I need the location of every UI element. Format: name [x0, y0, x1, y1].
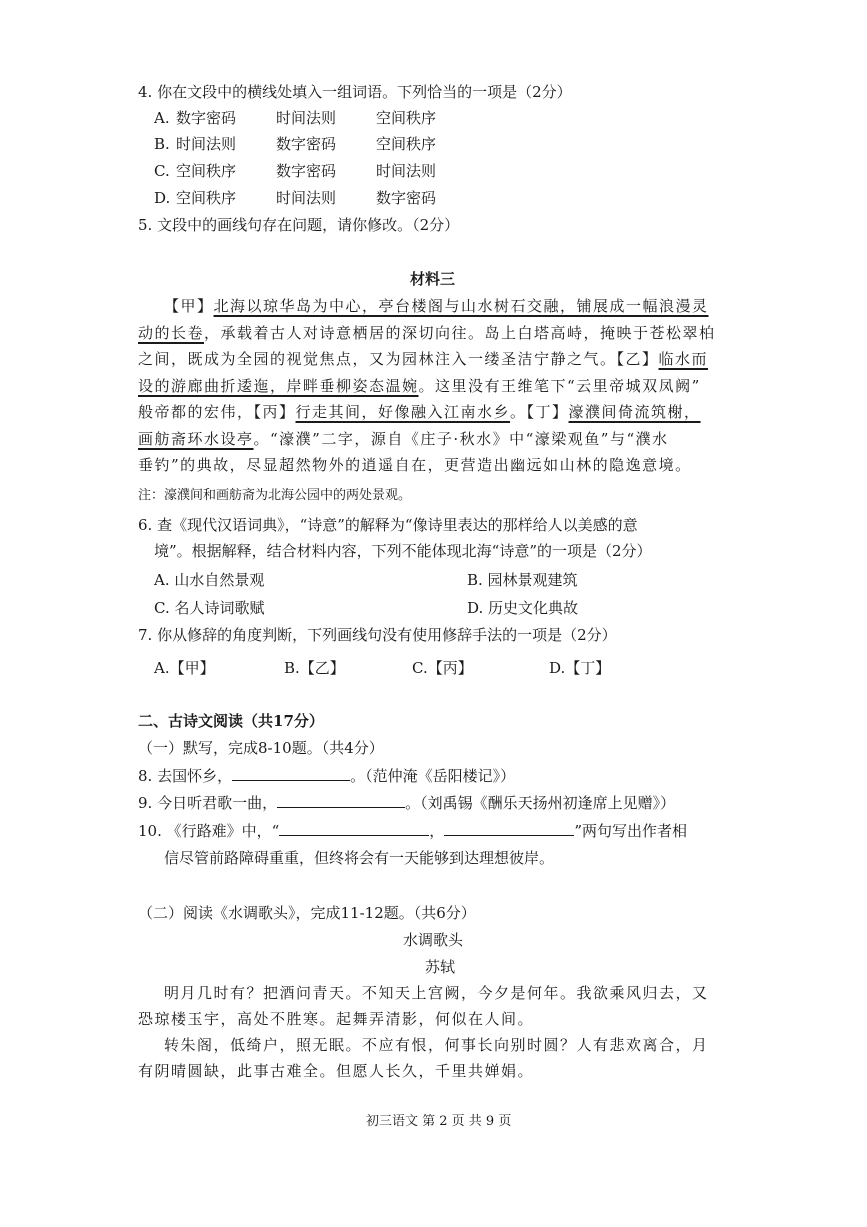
poem-stanza2-line2: 有阴晴圆缺，此事古难全。但愿人长久，千里共婵娟。	[138, 1062, 535, 1080]
q6-stem-line-2: 境”。根据解释，结合材料内容，下列不能体现北海“诗意”的一项是（2分）	[154, 542, 652, 560]
q7-option-a: A.【甲】	[154, 659, 215, 677]
passage-text: 。这里没有王维笔下“云里帝城双凤阙”	[418, 377, 701, 395]
q4-option-a	[154, 107, 474, 129]
passage-text: 之间，既成为全园的视觉焦点，又为园林注入一缕圣洁宁静之气。【乙】	[138, 350, 659, 368]
passage-text: 垂钓”的典故，尽显超然物外的逍遥自在，更营造出幽远如山林的隐逸意境。	[138, 456, 692, 474]
poem-stanza1-line1: 明月几时有？把酒问青天。不知天上宫阙，今夕是何年。我欲乘风归去，又	[164, 984, 709, 1002]
q9-answer-blank[interactable]	[277, 791, 405, 808]
poem-stanza1-line2: 恐琼楼玉宇，高处不胜寒。起舞弄清影，何似在人间。	[138, 1010, 535, 1028]
q7-stem: 7. 你从修辞的角度判断，下列画线句没有使用修辞手法的一项是（2分）	[138, 626, 617, 644]
underlined-sentence-ding: 画舫斋环水设亭	[138, 430, 254, 448]
material3-line-3	[138, 348, 708, 370]
underlined-sentence-jia: 动的长卷	[138, 324, 205, 342]
q7-option-b: B.【乙】	[284, 659, 345, 677]
q4-option-item: 空间秩序	[176, 189, 237, 207]
q10-line-2: 信尽管前路障碍重重，但终将会有一天能够到达理想彼岸。	[164, 849, 555, 867]
q4-option-item: 时间法则	[376, 162, 437, 180]
q4-option-label: C.	[154, 162, 170, 180]
q10-separator: ，	[429, 822, 445, 840]
section2-title: 二、古诗文阅读（共17分）	[138, 712, 324, 730]
q5-stem: 5. 文段中的画线句存在问题，请你修改。（2分）	[138, 216, 460, 234]
q4-option-item: 空间秩序	[376, 109, 437, 127]
q10-line-1	[138, 819, 687, 842]
material3-line-6	[138, 428, 669, 450]
underlined-sentence-ding: 濠濮间倚流筑榭，	[568, 403, 701, 421]
q4-option-item: 数字密码	[276, 162, 337, 180]
q8-suffix: 。（范仲淹《岳阳楼记》）	[350, 767, 516, 785]
q6-option-c: C. 名人诗词歌赋	[154, 599, 265, 617]
q4-option-item: 数字密码	[376, 189, 437, 207]
q10-prefix: 10. 《行路难》中，“	[138, 822, 280, 840]
q10-answer-blank-2[interactable]	[444, 819, 574, 836]
passage-text: 。【丁】	[510, 403, 569, 421]
q8-answer-blank[interactable]	[232, 764, 350, 781]
q4-option-label: B.	[154, 135, 170, 153]
underlined-sentence-yi: 临水而	[658, 350, 709, 368]
q4-option-item: 空间秩序	[176, 162, 237, 180]
q6-option-d: D. 历史文化典故	[467, 599, 579, 617]
q4-option-item: 时间法则	[276, 189, 337, 207]
material3-line-7	[138, 454, 692, 476]
q4-stem: 4. 你在文段中的横线处填入一组词语。下列恰当的一项是（2分）	[138, 83, 572, 101]
section2-part1-heading: （一）默写，完成8-10题。（共4分）	[138, 739, 384, 757]
page-footer: 初三语文 第 2 页 共 9 页	[366, 1114, 512, 1129]
q4-option-item: 时间法则	[276, 109, 337, 127]
passage-text: 。“濠濮”二字，源自《庄子·秋水》中“濠梁观鱼”与“濮水	[253, 430, 669, 448]
q9-prefix: 9. 今日听君歌一曲，	[138, 794, 278, 812]
passage-text: 【甲】	[164, 297, 214, 315]
q4-option-c	[154, 160, 474, 182]
q9-line	[138, 791, 675, 814]
q6-option-b: B. 园林景观建筑	[467, 571, 578, 589]
material3-line-5	[138, 401, 701, 423]
q8-line	[138, 764, 515, 787]
q4-option-d	[154, 187, 474, 209]
passage-text: 般帝都的宏伟，【丙】	[138, 403, 296, 421]
q6-option-a: A. 山水自然景观	[154, 571, 265, 589]
poem-title: 水调歌头	[403, 931, 464, 949]
passage-text: ，承载着古人对诗意栖居的深切向往。岛上白塔高峙，掩映于苍松翠柏	[204, 324, 716, 342]
q4-option-item: 数字密码	[276, 135, 337, 153]
q4-option-b	[154, 133, 474, 155]
q4-option-label: D.	[154, 189, 171, 207]
q10-suffix: ”两句写出作者相	[574, 822, 687, 840]
material3-line-4	[138, 375, 701, 397]
q7-option-d: D.【丁】	[549, 659, 611, 677]
underlined-sentence-yi: 设的游廊曲折逶迤，岸畔垂柳姿态温婉	[138, 377, 419, 395]
q4-option-item: 空间秩序	[376, 135, 437, 153]
material3-note: 注：濠濮间和画舫斋为北海公园中的两处景观。	[138, 488, 412, 503]
underlined-sentence-jia: 北海以琼华岛为中心，亭台楼阁与山水树石交融，铺展成一幅浪漫灵	[213, 297, 709, 315]
q4-option-item: 时间法则	[176, 135, 237, 153]
section2-part2-heading: （二）阅读《水调歌头》，完成11-12题。（共6分）	[138, 904, 476, 922]
q6-stem-line-1: 6. 查《现代汉语词典》，“诗意”的解释为“像诗里表达的那样给人以美感的意	[138, 516, 638, 534]
q7-option-c: C.【丙】	[412, 659, 473, 677]
q4-option-item: 数字密码	[176, 109, 237, 127]
q9-suffix: 。（刘禹锡《酬乐天扬州初逢席上见赠》）	[405, 794, 676, 812]
material3-title: 材料三	[410, 270, 456, 288]
q10-answer-blank-1[interactable]	[279, 819, 429, 836]
material3-line-1	[164, 295, 709, 317]
underlined-sentence-bing: 行走其间，好像融入江南水乡	[295, 403, 511, 421]
material3-line-2	[138, 322, 716, 344]
q8-prefix: 8. 去国怀乡，	[138, 767, 233, 785]
poem-author: 苏轼	[425, 958, 456, 976]
poem-stanza2-line1: 转朱阁，低绮户，照无眠。不应有恨，何事长向别时圆？人有悲欢离合，月	[164, 1036, 709, 1054]
q4-option-label: A.	[154, 109, 170, 127]
